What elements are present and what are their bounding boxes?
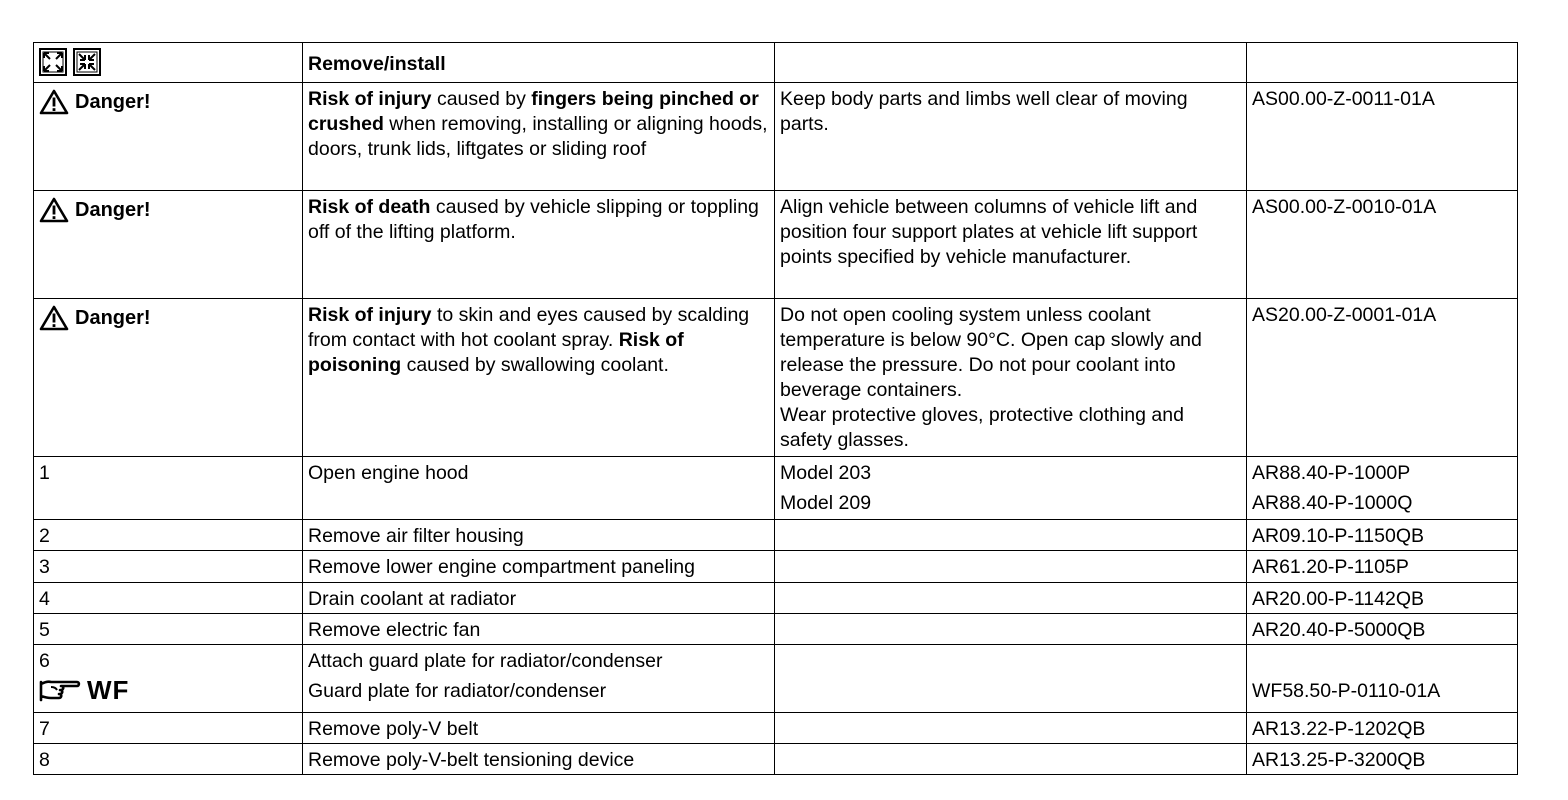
step-text: Remove poly-V belt	[303, 713, 775, 744]
procedure-table	[33, 42, 1518, 775]
danger-label: Danger!	[75, 306, 151, 329]
risk-text: caused by swallowing coolant.	[401, 354, 669, 376]
step-text: Open engine hood	[303, 457, 775, 520]
risk-text: caused by vehicle slipping or toppling off of the lifting platform.	[308, 196, 759, 243]
step-text: Remove poly-V-belt tensioning device	[303, 744, 775, 775]
danger-measure	[775, 299, 1247, 457]
step-empty	[775, 614, 1247, 645]
measure-text: Do not open cooling system unless coolant temperature is below 90°C. Open cap slowly and release the pressure. Do not pour coolant into beverage containers.	[780, 304, 1202, 401]
step-text: Drain coolant at radiator	[303, 583, 775, 614]
danger-measure: Align vehicle between columns of vehicle lift and position four support plates at vehicle lift support points specified by vehicle manufacturer.	[775, 191, 1247, 299]
step-number-cell	[34, 645, 303, 713]
step-empty	[775, 583, 1247, 614]
step-code-cell	[1247, 645, 1518, 713]
risk-term: fingers being pinched or crushed	[308, 88, 759, 135]
pointing-hand-icon	[39, 678, 81, 702]
header-title: Remove/install	[303, 43, 775, 83]
step-empty	[775, 744, 1247, 775]
step-row	[34, 551, 1518, 583]
step-code[interactable]: AR88.40-P-1000P	[1252, 462, 1411, 484]
wf-reference	[39, 675, 297, 705]
step-number: 5	[34, 614, 303, 645]
step-row	[34, 614, 1518, 645]
danger-cell	[34, 83, 303, 191]
step-row	[34, 713, 1518, 744]
step-row	[34, 457, 1518, 520]
wf-code[interactable]: WF58.50-P-0110-01A	[1252, 680, 1441, 702]
expand-icon[interactable]	[39, 48, 67, 76]
danger-row	[34, 83, 1518, 191]
step-code[interactable]: AR13.22-P-1202QB	[1247, 713, 1518, 744]
risk-term: Risk of injury	[308, 304, 432, 326]
step-empty	[775, 713, 1247, 744]
danger-risk	[303, 191, 775, 299]
step-row	[34, 645, 1518, 713]
danger-cell	[34, 299, 303, 457]
step-number: 2	[34, 520, 303, 551]
step-number: 4	[34, 583, 303, 614]
risk-text: caused by	[431, 88, 532, 110]
wf-text: Guard plate for radiator/condenser	[308, 680, 607, 702]
danger-label: Danger!	[75, 90, 151, 113]
danger-row	[34, 299, 1518, 457]
step-number: 6	[39, 650, 50, 672]
step-number: 1	[34, 457, 303, 520]
measure-text-2: Wear protective gloves, protective clothing and safety glasses.	[780, 404, 1184, 451]
step-row	[34, 744, 1518, 775]
step-row	[34, 583, 1518, 614]
risk-text: to skin and eyes caused by scalding from contact with hot coolant spray.	[308, 304, 750, 351]
step-number: 7	[34, 713, 303, 744]
danger-code[interactable]: AS20.00-Z-0001-01A	[1247, 299, 1518, 457]
danger-risk	[303, 299, 775, 457]
danger-row	[34, 191, 1518, 299]
model-label: Model 203	[780, 462, 872, 484]
risk-term: Risk of death	[308, 196, 431, 218]
collapse-icon[interactable]	[73, 48, 101, 76]
warning-triangle-icon	[39, 197, 69, 223]
risk-term: Risk of injury	[308, 88, 432, 110]
header-icons-cell	[34, 43, 303, 83]
header-empty-3	[775, 43, 1247, 83]
danger-measure: Keep body parts and limbs well clear of moving parts.	[775, 83, 1247, 191]
step-models	[775, 457, 1247, 520]
step-number: 3	[34, 551, 303, 583]
warning-triangle-icon	[39, 89, 69, 115]
step-row	[34, 520, 1518, 551]
step-text: Remove lower engine compartment paneling	[303, 551, 775, 583]
step-text-cell	[303, 645, 775, 713]
step-text: Remove air filter housing	[303, 520, 775, 551]
wf-label: WF	[87, 675, 130, 705]
step-code[interactable]: AR20.40-P-5000QB	[1247, 614, 1518, 645]
risk-term: Risk of poisoning	[308, 329, 684, 376]
risk-text: when removing, installing or aligning hoods, doors, trunk lids, liftgates or sliding roof	[308, 113, 768, 160]
step-empty	[775, 551, 1247, 583]
step-code[interactable]: AR61.20-P-1105P	[1247, 551, 1518, 583]
step-text: Remove electric fan	[303, 614, 775, 645]
step-empty	[775, 645, 1247, 713]
step-text: Attach guard plate for radiator/condenser	[308, 650, 663, 672]
danger-code[interactable]: AS00.00-Z-0011-01A	[1247, 83, 1518, 191]
header-row	[34, 43, 1518, 83]
warning-triangle-icon	[39, 305, 69, 331]
danger-label: Danger!	[75, 198, 151, 221]
danger-risk	[303, 83, 775, 191]
danger-code[interactable]: AS00.00-Z-0010-01A	[1247, 191, 1518, 299]
step-code[interactable]: AR88.40-P-1000Q	[1252, 492, 1413, 514]
step-code[interactable]: AR09.10-P-1150QB	[1247, 520, 1518, 551]
step-number: 8	[34, 744, 303, 775]
step-empty	[775, 520, 1247, 551]
model-label: Model 209	[780, 492, 872, 514]
step-codes	[1247, 457, 1518, 520]
step-code[interactable]: AR20.00-P-1142QB	[1247, 583, 1518, 614]
step-code[interactable]: AR13.25-P-3200QB	[1247, 744, 1518, 775]
header-empty-4	[1247, 43, 1518, 83]
danger-cell	[34, 191, 303, 299]
